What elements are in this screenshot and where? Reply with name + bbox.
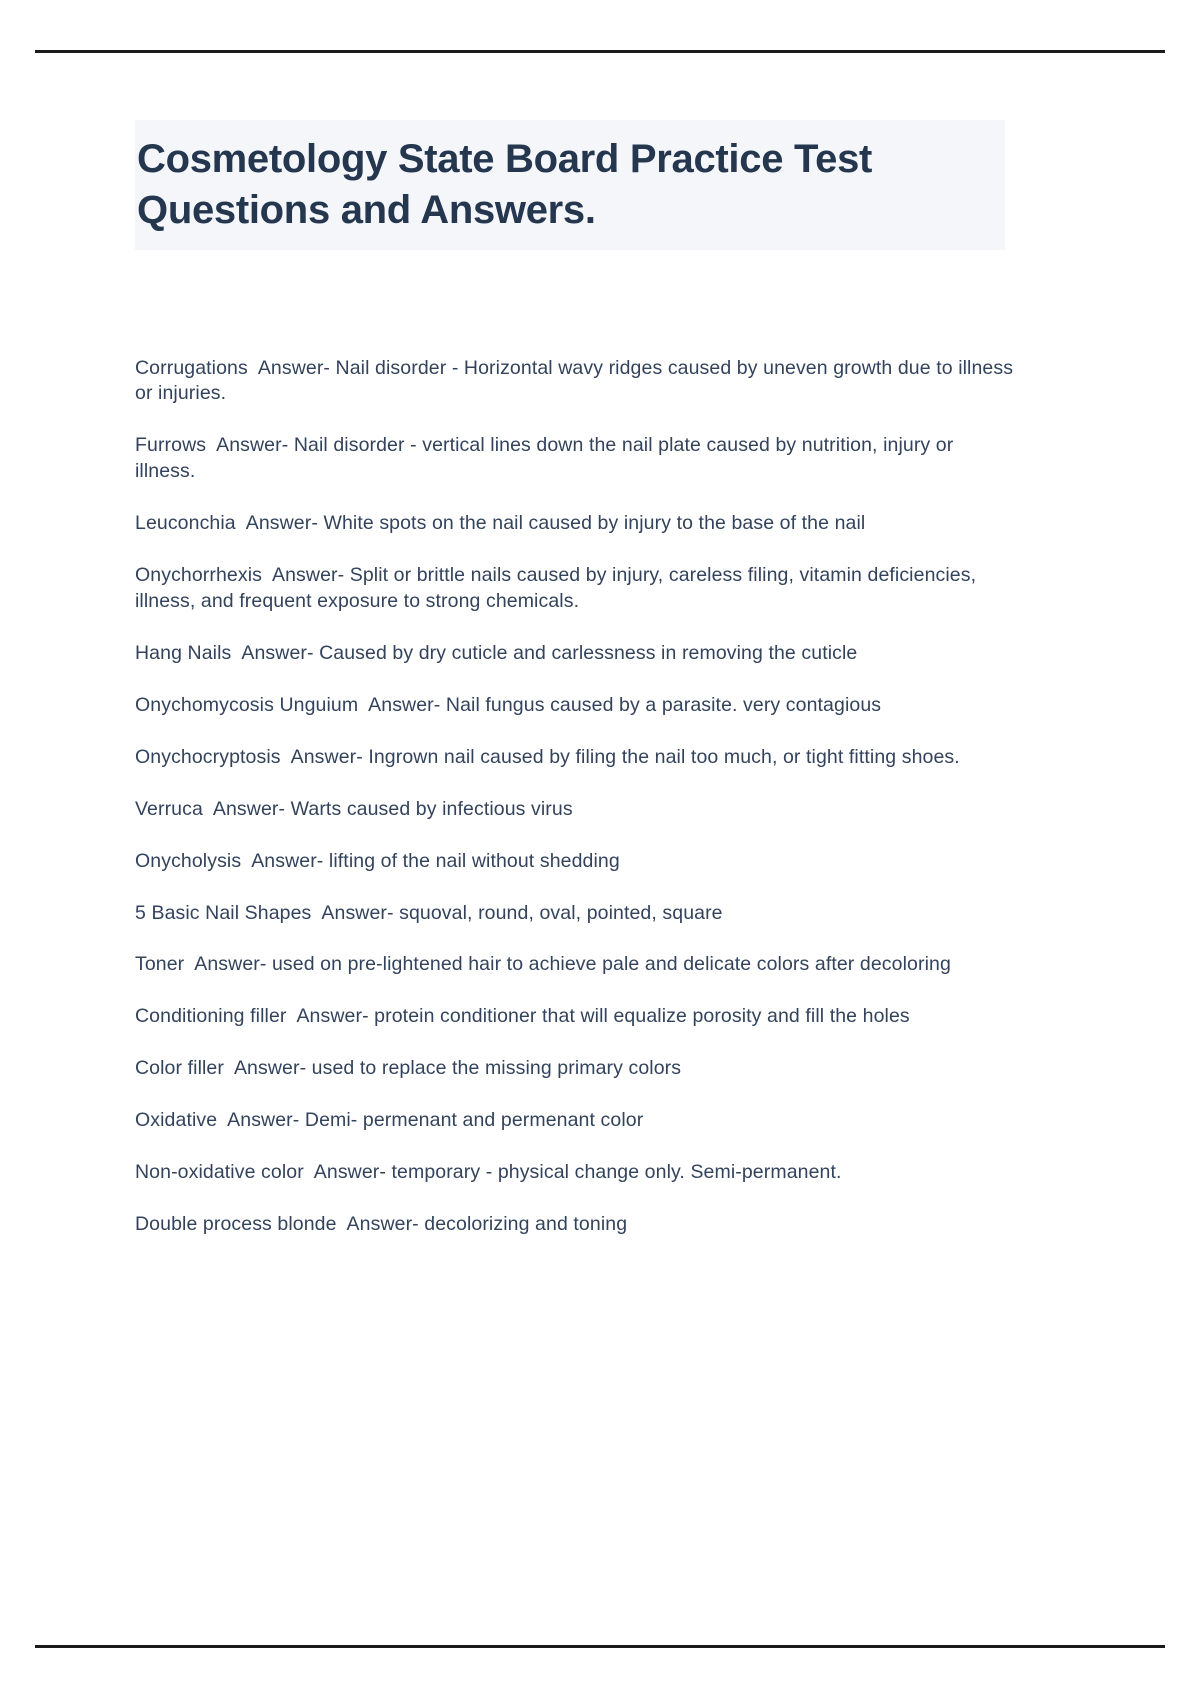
qa-term: Onychomycosis Unguium <box>135 693 359 716</box>
qa-entry <box>135 563 1015 615</box>
qa-entry <box>135 1004 1015 1030</box>
qa-answer: Answer- Nail disorder - vertical lines down the nail plate caused by nutrition, injury or illness. <box>135 434 954 483</box>
qa-entry <box>135 745 1015 771</box>
qa-term: Toner <box>135 953 185 976</box>
qa-answer: Answer- protein conditioner that will equalize porosity and fill the holes <box>296 1005 910 1028</box>
qa-answer: Answer- White spots on the nail caused by injury to the base of the nail <box>245 512 866 535</box>
qa-entry <box>135 952 1015 978</box>
qa-term: Onychocryptosis <box>135 745 281 768</box>
qa-entry <box>135 356 1015 408</box>
qa-answer: Answer- temporary - physical change only. Semi-permanent. <box>313 1161 842 1184</box>
page-title: Cosmetology State Board Practice Test Questions and Answers. <box>137 137 873 233</box>
qa-answer: Answer- Nail disorder - Horizontal wavy ridges caused by uneven growth due to illness or injuries. <box>135 356 1014 405</box>
qa-entry <box>135 1160 1015 1186</box>
qa-answer: Answer- used to replace the missing primary colors <box>233 1057 682 1080</box>
qa-answer: Answer- Warts caused by infectious virus <box>212 797 573 820</box>
qa-answer: Answer- Caused by dry cuticle and carlessness in removing the cuticle <box>241 641 858 664</box>
qa-entry <box>135 797 1015 823</box>
qa-term: Furrows <box>135 434 207 457</box>
qa-entry <box>135 1212 1015 1238</box>
qa-entry <box>135 433 1015 485</box>
qa-term: Onycholysis <box>135 849 242 872</box>
qa-answer: Answer- decolorizing and toning <box>346 1213 628 1236</box>
qa-term: 5 Basic Nail Shapes <box>135 901 312 924</box>
qa-answer: Answer- Nail fungus caused by a parasite. very contagious <box>368 693 882 716</box>
qa-term: Verruca <box>135 797 203 820</box>
qa-answer: Answer- Ingrown nail caused by filing the nail too much, or tight fitting shoes. <box>290 745 960 768</box>
qa-term: Conditioning filler <box>135 1005 287 1028</box>
qa-term: Hang Nails <box>135 641 232 664</box>
qa-term: Oxidative <box>135 1109 218 1132</box>
document-title-block <box>135 120 1005 250</box>
footer-divider-line <box>35 1645 1165 1648</box>
qa-entry <box>135 901 1015 927</box>
qa-entry <box>135 641 1015 667</box>
qa-list <box>135 336 1015 1238</box>
qa-entry <box>135 1056 1015 1082</box>
header-divider-line <box>35 50 1165 53</box>
qa-term: Leuconchia <box>135 512 236 535</box>
qa-term: Non-oxidative color <box>135 1161 304 1184</box>
qa-term: Onychorrhexis <box>135 564 263 587</box>
qa-answer: Answer- used on pre-lightened hair to achieve pale and delicate colors after decoloring <box>194 953 951 976</box>
qa-term: Double process blonde <box>135 1213 337 1236</box>
qa-answer: Answer- Split or brittle nails caused by injury, careless filing, vitamin deficiencies, illness, and frequent exposure to strong chemicals. <box>135 564 977 613</box>
qa-answer: Answer- Demi- permenant and permenant color <box>227 1109 644 1132</box>
qa-entry <box>135 849 1015 875</box>
qa-term: Color filler <box>135 1057 224 1080</box>
qa-entry <box>135 1108 1015 1134</box>
qa-term: Corrugations <box>135 356 248 379</box>
qa-entry <box>135 693 1015 719</box>
qa-entry <box>135 511 1015 537</box>
qa-answer: Answer- lifting of the nail without shedding <box>251 849 620 872</box>
qa-answer: Answer- squoval, round, oval, pointed, square <box>321 901 723 924</box>
